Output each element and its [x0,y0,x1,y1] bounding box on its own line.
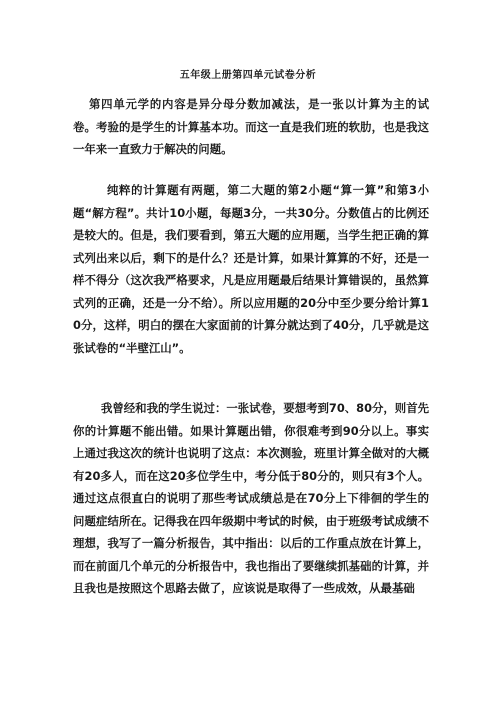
paragraph-2: 纯粹的计算题有两题，第二大题的第2小题“算一算”和第3小题“解方程”。共计10小题，每题3分，一共30分。分数值占的比例还是较大的。但是，我们要看到，第五大题的应用题，当学生把正确的算式列出来以后，剩下的是什么？还是计算，如果计算算的不好，还是一样不得分（这次我严格要求，凡是应用题最后结果计算错误的，虽然算式列的正确，还是一分不给）。所以应用题的20分中至少要分给计算10分，这样，明白的摆在大家面前的计算分就达到了40分，几乎就是这张试卷的“半壁江山”。 [73,183,429,355]
paragraph-1: 第四单元学的内容是异分母分数加减法，是一张以计算为主的试卷。考验的是学生的计算基本功。而这一直是我们班的软肋，也是我这一年来一直致力于解决的问题。 [73,97,429,156]
paragraph-3: 我曾经和我的学生说过：一张试卷，要想考到70、80分，则首先你的计算题不能出错。如果计算题出错，你很难考到90分以上。事实上通过我这次的统计也说明了这点：本次测验，班里计算全做对的大概有20多人，而在这20多位学生中，考分低于80分的，则只有3个人。通过这点很直白的说明了那些考试成绩总是在70分上下徘徊的学生的问题症结所在。记得我在四年级期中考试的时候，由于班级考试成绩不理想，我写了一篇分析报告，其中指出：以后的工作重点放在计算上，而在前面几个单元的分析报告中，我也指出了要继续抓基础的计算，并且我也是按照这个思路去做了，应该说是取得了一些成效，从最基础 [73,401,429,595]
document-title: 五年级上册第四单元试卷分析 [179,70,317,81]
